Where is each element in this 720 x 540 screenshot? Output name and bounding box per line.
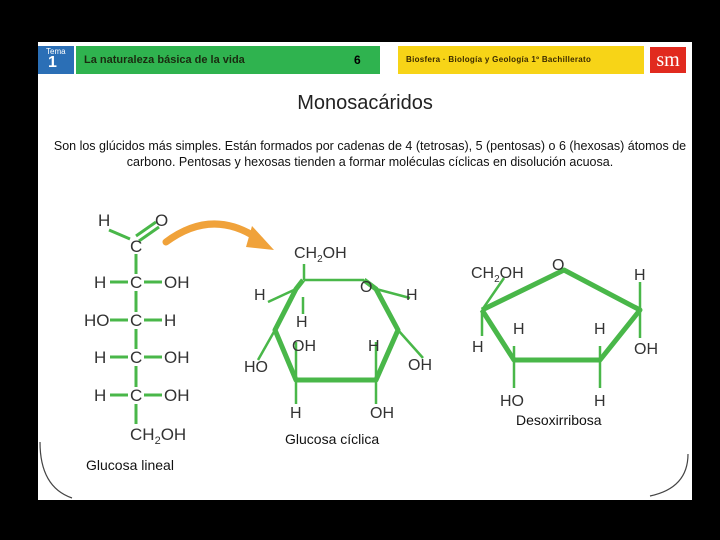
curved-arrow-icon [166, 224, 274, 250]
cyclic-oh-bottom: OH [370, 405, 394, 422]
book-title: Biosfera · Biología y Geología 1º Bachillerato [406, 55, 592, 64]
caption-glucosa-ciclica: Glucosa cíclica [285, 431, 380, 447]
deoxyribose-oh-right: OH [634, 341, 658, 358]
linear-row1-c: C [130, 273, 143, 292]
publisher-logo-mark: sm [650, 47, 686, 73]
chapter-title: La naturaleza básica de la vida [84, 54, 245, 66]
deoxyribose-h-inner-right: H [594, 321, 606, 338]
corner-bracket-left [40, 442, 72, 498]
cyclic-h-c3: H [368, 338, 380, 355]
linear-row2-left: HO [84, 311, 110, 330]
cyclic-oh-right: OH [408, 357, 432, 374]
linear-row3-right: OH [164, 348, 190, 367]
linear-row3-left: H [94, 348, 107, 367]
slide [38, 42, 692, 500]
tema-label: Tema [46, 47, 66, 56]
cyclic-o: O [360, 279, 373, 296]
deoxyribose-structure [471, 257, 658, 410]
cyclic-ring [275, 280, 398, 380]
deoxyribose-ch2oh: $CH_2OH$ [471, 265, 524, 285]
deoxyribose-h-left: H [472, 339, 484, 356]
deoxyribose-ring [482, 270, 640, 360]
deoxyribose-bonds [482, 278, 640, 388]
slide-title: Monosacáridos [297, 92, 433, 114]
linear-h-top: H [98, 211, 111, 230]
linear-row2-c: C [130, 311, 143, 330]
cyclic-oh-c4: OH [292, 338, 316, 355]
linear-row4-right: OH [164, 386, 190, 405]
tema-number: 1 [48, 54, 57, 71]
cyclic-h-c5-top: H [254, 287, 266, 304]
caption-glucosa-lineal: Glucosa lineal [86, 457, 174, 473]
linear-row1-left: H [94, 273, 107, 292]
linear-o-top: O [155, 211, 169, 230]
cyclic-h-bottom: H [290, 405, 302, 422]
page-number: 6 [354, 53, 361, 67]
deoxyribose-h-right-top: H [634, 267, 646, 284]
linear-c1: C [130, 237, 143, 256]
caption-desoxirribosa: Desoxirribosa [516, 412, 602, 428]
linear-row4-c: C [130, 386, 143, 405]
cyclic-h-c1-top: H [406, 287, 418, 304]
linear-row2-right: H [164, 311, 177, 330]
cyclic-ch2oh: $CH_2OH$ [294, 245, 347, 265]
deoxyribose-ho-bottom: HO [500, 393, 524, 410]
deoxyribose-h-inner-left: H [513, 321, 525, 338]
linear-row3-c: C [130, 348, 143, 367]
deoxyribose-h-bottom: H [594, 393, 606, 410]
linear-glucose-structure [84, 211, 190, 447]
corner-bracket-right [650, 454, 688, 496]
linear-row4-left: H [94, 386, 107, 405]
linear-row1-right: OH [164, 273, 190, 292]
cyclic-ho-left: HO [244, 359, 268, 376]
linear-ch2oh: $CH_2OH$ [130, 425, 187, 447]
cyclic-glucose-structure [244, 245, 432, 422]
deoxyribose-o: O [552, 257, 565, 274]
slide-description: Son los glúcidos más simples. Están formados por cadenas de 4 (tetrosas), 5 (pentosas) o 6 (hexosas) átomos de carbono. Pentosas y hexosas tienden a formar moléculas cíclicas en disolución acuosa. [53, 139, 687, 169]
cyclic-h-c4: H [296, 314, 308, 331]
